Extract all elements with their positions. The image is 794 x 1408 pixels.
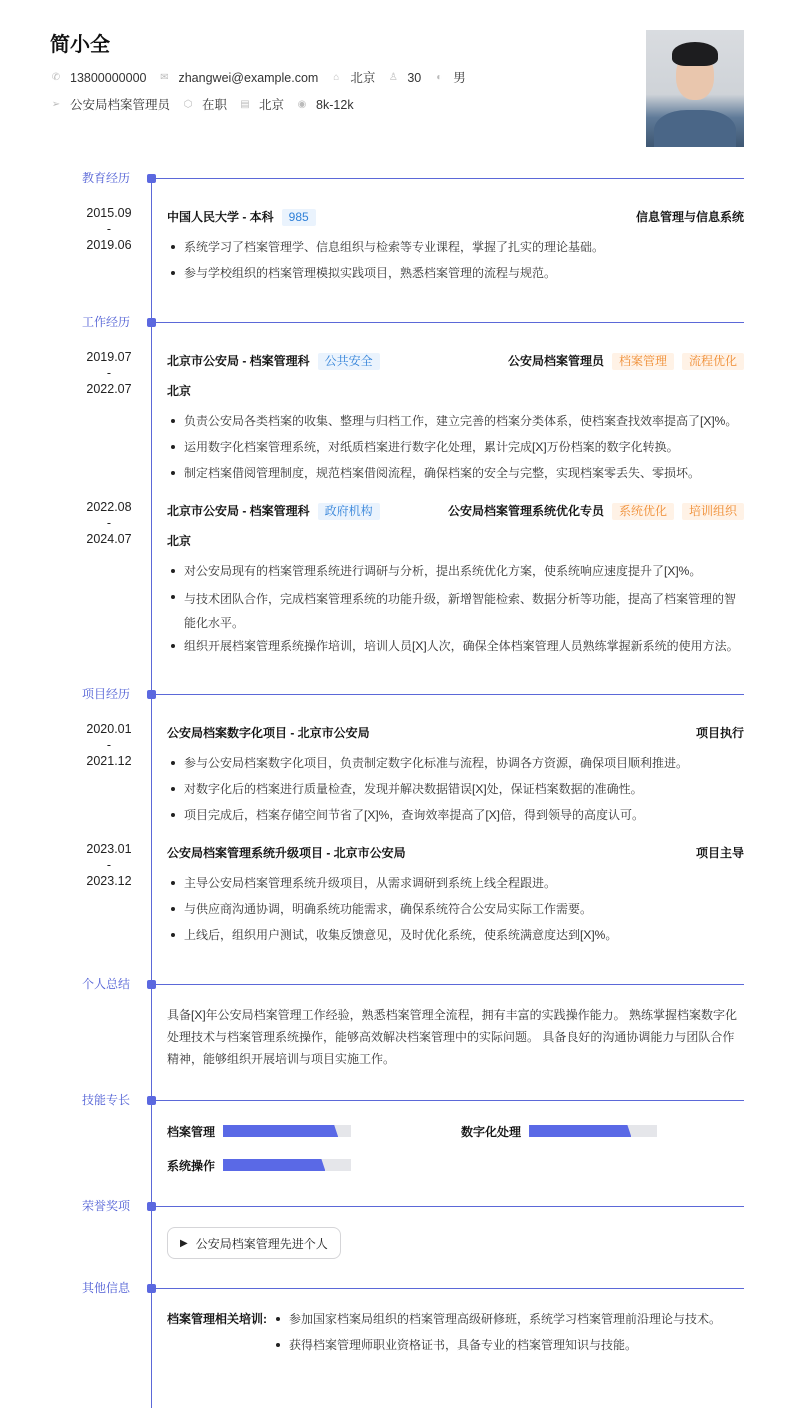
section-divider xyxy=(151,984,744,985)
section-divider xyxy=(151,178,744,179)
bullet-item: 运用数字化档案管理系统，对纸质档案进行数字化处理，累计完成[X]万份档案的数字化转换。 xyxy=(167,437,744,457)
job-status: 在职 xyxy=(202,98,228,112)
age: 30 xyxy=(407,71,422,85)
section-title-summary: 个人总结 xyxy=(82,977,131,991)
salary-icon: ◉ xyxy=(297,99,307,110)
gender: 男 xyxy=(453,71,466,85)
summary-text: 具备[X]年公安局档案管理工作经验，熟悉档案管理全流程，拥有丰富的实践操作能力。 熟练掌握档案数字化处理技术与档案管理系统操作，能够高效解决档案管理中的实际问题。 具备良好的沟通协调能力与团队合作精神，能够组织开展培训与项目实施工作。 xyxy=(167,1008,738,1066)
status-icon: ⬡ xyxy=(183,99,193,110)
project-header: 公安局档案管理系统升级项目 - 北京市公安局 项目主导 xyxy=(167,846,744,860)
skill-bar-fill xyxy=(529,1125,631,1137)
bullet-item: 与技术团队合作，完成档案管理系统的功能升级，新增智能检索、数据分析等功能，提高了档案管理的智能化水平。 xyxy=(167,587,744,635)
section-divider xyxy=(151,322,744,323)
major: 信息管理与信息系统 xyxy=(635,210,744,224)
bullet-item: 获得档案管理师职业资格证书，具备专业的档案管理知识与技能。 xyxy=(272,1335,742,1355)
age-icon: ♙ xyxy=(388,72,398,83)
work-header: 北京市公安局 - 档案管理科 政府机构 公安局档案管理系统优化专员 系统优化 培训组织 xyxy=(167,501,744,521)
project-header: 公安局档案数字化项目 - 北京市公安局 项目执行 xyxy=(167,726,744,740)
bullet-item: 主导公安局档案管理系统升级项目，从需求调研到系统上线全程跟进。 xyxy=(167,873,744,893)
section-title-honors: 荣誉奖项 xyxy=(82,1199,131,1213)
contact-row xyxy=(50,69,478,87)
section-divider xyxy=(151,694,744,695)
work-city: 北京 xyxy=(259,98,285,112)
education-header: 中国人民大学 - 本科 985 信息管理与信息系统 xyxy=(167,207,744,227)
skill-bar xyxy=(223,1125,351,1137)
bullet-item: 对公安局现有的档案管理系统进行调研与分析，提出系统优化方案，使系统响应速度提升了[X]%。 xyxy=(167,561,744,581)
bullet-item: 制定档案借阅管理制度，规范档案借阅流程，确保档案的安全与完整，实现档案零丢失、零损坏。 xyxy=(167,463,744,483)
work-city: 北京 xyxy=(167,534,192,548)
bullet-item: 项目完成后，档案存储空间节省了[X]%，查询效率提高了[X]倍，得到领导的高度认可。 xyxy=(167,805,744,825)
gender-icon: ◐ xyxy=(436,72,443,83)
bullet-item: 与供应商沟通协调，明确系统功能需求，确保系统符合公安局实际工作需要。 xyxy=(167,899,744,919)
date-range: 2020.01 - 2021.12 xyxy=(86,722,132,768)
skill-item: 数字化处理 xyxy=(461,1121,657,1141)
other-label: 档案管理相关培训: xyxy=(167,1312,267,1326)
timeline-line xyxy=(151,178,152,1408)
bullet-item: 参与学校组织的档案管理模拟实践项目，熟悉档案管理的流程与规范。 xyxy=(167,263,744,283)
profile-photo xyxy=(646,30,744,147)
phone: 13800000000 xyxy=(70,71,147,85)
section-title-education: 教育经历 xyxy=(82,171,131,185)
bullet-item: 参与公安局档案数字化项目，负责制定数字化标准与流程，协调各方资源，确保项目顺利推进。 xyxy=(167,753,744,773)
city: 北京 xyxy=(350,71,376,85)
candidate-name: 简小全 xyxy=(50,34,110,56)
section-divider xyxy=(151,1100,744,1101)
skill-bar xyxy=(529,1125,657,1137)
bullet-item: 对数字化后的档案进行质量检查，发现并解决数据错误[X]处，保证档案数据的准确性。 xyxy=(167,779,744,799)
date-range: 2019.07 - 2022.07 xyxy=(86,350,132,396)
work-city: 北京 xyxy=(167,384,192,398)
section-title-work: 工作经历 xyxy=(82,315,131,329)
skill-bar-fill xyxy=(223,1125,338,1137)
work-header: 北京市公安局 - 档案管理科 公共安全 公安局档案管理员 档案管理 流程优化 xyxy=(167,351,744,371)
email: zhangwei@example.com xyxy=(178,71,319,85)
section-title-skills: 技能专长 xyxy=(82,1093,131,1107)
section-title-other: 其他信息 xyxy=(82,1281,131,1295)
home-icon: ⌂ xyxy=(333,72,340,83)
mail-icon: ✉ xyxy=(160,72,169,83)
bullet-item: 参加国家档案局组织的档案管理高级研修班，系统学习档案管理前沿理论与技术。 xyxy=(272,1309,742,1329)
bullet-item: 系统学习了档案管理学、信息组织与检索等专业课程，掌握了扎实的理论基础。 xyxy=(167,237,744,257)
target-position: 公安局档案管理员 xyxy=(70,98,171,112)
send-icon: ➢ xyxy=(51,99,61,110)
date-range: 2015.09 - 2019.06 xyxy=(86,206,132,252)
date-range: 2023.01 - 2023.12 xyxy=(86,842,132,888)
skill-item: 档案管理 xyxy=(167,1121,351,1141)
job-intent-row xyxy=(50,96,366,114)
section-title-projects: 项目经历 xyxy=(82,687,131,701)
building-icon: ▤ xyxy=(240,99,250,110)
skill-item: 系统操作 xyxy=(167,1155,351,1175)
section-divider xyxy=(151,1288,744,1289)
skill-bar xyxy=(223,1159,351,1171)
honor-item: ▶ 公安局档案管理先进个人 xyxy=(167,1227,341,1259)
date-range: 2022.08 - 2024.07 xyxy=(86,500,132,546)
skill-bar-fill xyxy=(223,1159,325,1171)
play-icon: ▶ xyxy=(180,1237,188,1249)
bullet-item: 组织开展档案管理系统操作培训，培训人员[X]人次，确保全体档案管理人员熟练掌握新系统的使用方法。 xyxy=(167,636,744,656)
phone-icon: ✆ xyxy=(51,72,61,83)
bullet-item: 上线后，组织用户测试，收集反馈意见，及时优化系统，使系统满意度达到[X]%。 xyxy=(167,925,744,945)
section-divider xyxy=(151,1206,744,1207)
bullet-item: 负责公安局各类档案的收集、整理与归档工作，建立完善的档案分类体系，使档案查找效率提高了[X]%。 xyxy=(167,411,744,431)
tag: 985 xyxy=(282,209,316,226)
salary: 8k-12k xyxy=(316,98,354,112)
